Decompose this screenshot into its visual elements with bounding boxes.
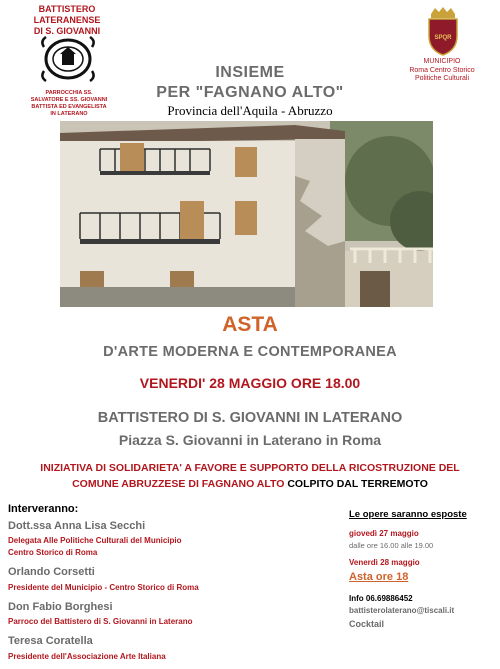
initiative-line2-red: COMUNE ABRUZZESE DI FAGNANO ALTO (72, 478, 288, 490)
event-address: Piazza S. Giovanni in Laterano in Roma (118, 432, 382, 448)
earthquake-damaged-building-photo (60, 121, 433, 307)
cocktail-label: Cocktail (349, 619, 385, 629)
headline-insieme: INSIEME (215, 64, 285, 81)
event-subtitle: D'ARTE MODERNA E CONTEMPORANEA (103, 344, 397, 360)
info-email: battisterolaterano@tiscali.it (349, 606, 455, 615)
exhibit-day2: Venerdì 28 maggio (349, 558, 420, 567)
exhibit-asta-time: Asta ore 18 (349, 571, 409, 583)
speaker-name: Don Fabio Borghesi (8, 601, 113, 613)
exhibit-title: Le opere saranno esposte (349, 509, 467, 520)
municipio-line2: Roma Centro Storico (409, 66, 475, 74)
municipio-line1: MUNICIPIO (423, 58, 461, 65)
speaker-name: Orlando Corsetti (8, 566, 95, 578)
battistero-title-line1: BATTISTERO LATERANENSE (33, 4, 101, 25)
speaker-role: Parroco del Battistero di S. Giovanni in Laterano (8, 617, 193, 626)
headline-province: Provincia dell'Aquila - Abruzzo (167, 103, 333, 118)
info-phone: Info 06.69886452 (349, 594, 413, 603)
exhibit-day1: giovedì 27 maggio (349, 529, 419, 538)
initiative-line1: INIZIATIVA DI SOLIDARIETA' A FAVORE E SUPPORTO DELLA RICOSTRUZIONE DEL (40, 462, 460, 474)
speaker-role: Delegata Alle Politiche Culturali del Municipio (8, 536, 182, 545)
event-date: VENERDI' 28 MAGGIO ORE 18.00 (139, 375, 361, 391)
speaker-name: Dott.ssa Anna Lisa Secchi (8, 520, 146, 532)
headline-fagnano: PER "FAGNANO ALTO" (156, 84, 344, 101)
parish-name: PARROCCHIA SS. SALVATORE E SS. GIOVANNI BATTISTA ED EVANGELISTA IN LATERANO (30, 90, 108, 117)
event-title: ASTA (222, 313, 278, 336)
speaker-role: Centro Storico di Roma (8, 548, 98, 557)
speaker-name: Teresa Coratella (8, 635, 93, 647)
initiative-line2 (20, 476, 480, 492)
municipio-line3: Politiche Culturali (414, 75, 470, 82)
exhibit-hours: dalle ore 16.00 alle 19.00 (349, 541, 434, 550)
speaker-role: Presidente del Municipio - Centro Storico di Roma (8, 583, 199, 592)
initiative-statement (20, 460, 480, 492)
speaker-role: Presidente dell'Associazione Arte Italiana (8, 652, 166, 661)
roma-crest-logo (423, 6, 463, 56)
event-venue: BATTISTERO DI S. GIOVANNI IN LATERANO (97, 410, 403, 426)
battistero-title-line2: DI S. GIOVANNI (33, 26, 101, 36)
speakers-title: Interveranno: (8, 503, 79, 515)
svg-text:SPQR: SPQR (434, 35, 452, 41)
initiative-line2-black: COLPITO DAL TERREMOTO (287, 478, 428, 490)
